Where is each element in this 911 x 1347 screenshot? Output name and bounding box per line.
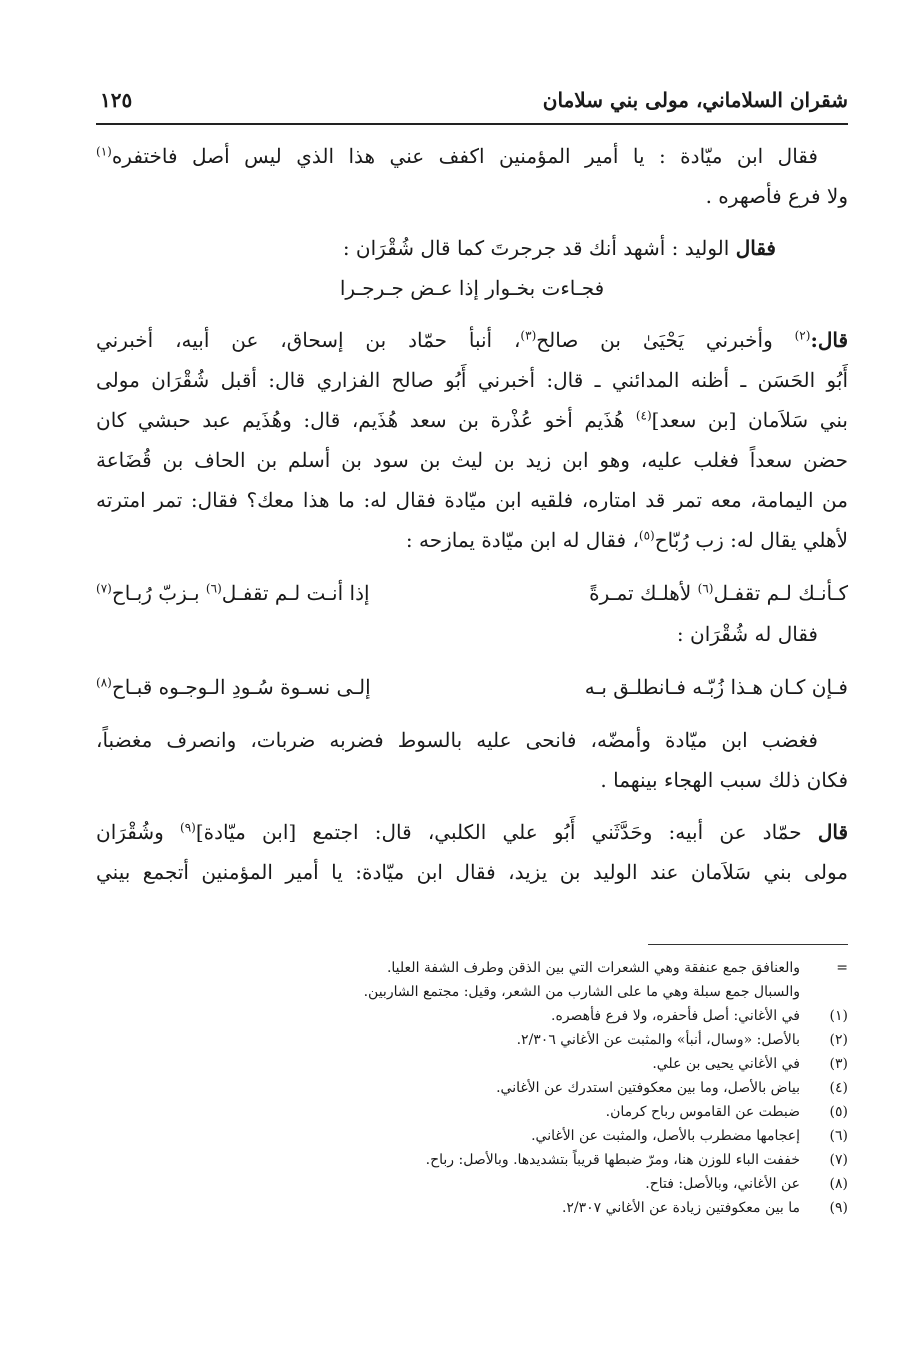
footnote-marker: (٦) bbox=[205, 581, 222, 596]
text-run: بني سَلاَمان [بن سعد] bbox=[651, 408, 848, 432]
paragraph-3-line-1 bbox=[96, 320, 848, 360]
footnote-marker: (٢) bbox=[794, 328, 811, 343]
text-run: بـزبّ رُبـاح bbox=[111, 581, 206, 605]
footnote-text: في الأغاني يحيى بن علي. bbox=[652, 1056, 800, 1072]
footnote-text: خففت الباء للوزن هنا، ومرّ ضبطها قريباً بتشديدها. وبالأصل: رباح. bbox=[425, 1152, 800, 1168]
footnote-text: والعنافق جمع عنفقة وهي الشعرات التي بين الذقن وطرف الشفة العليا. bbox=[386, 960, 800, 976]
speaker-label: قال bbox=[817, 820, 848, 844]
text-run: فقال ابن ميّادة : يا أمير المؤمنين اكفف عني هذا الذي ليس أصل فاختفره bbox=[111, 144, 818, 168]
footnote-text: والسبال جمع سبلة وهي ما على الشارب من الشعر، وقيل: مجتمع الشاربين. bbox=[363, 984, 800, 1000]
footnote-number: (١) bbox=[829, 1008, 848, 1024]
paragraph-5-line-2: فكان ذلك سبب الهجاء بينهما . bbox=[600, 768, 848, 792]
paragraph-1-line-1 bbox=[96, 136, 848, 176]
verse-1: فجـاءت بخـوار إذا عـض جـرجـرا bbox=[339, 276, 605, 300]
footnote-text: عن الأغاني، وبالأصل: فتاح. bbox=[645, 1176, 800, 1192]
text-run: إذا أنـت لـم تقفـل bbox=[221, 581, 370, 605]
footnote-number: (٦) bbox=[829, 1128, 848, 1144]
footnote bbox=[96, 1100, 848, 1124]
text-run: حمّاد عن أبيه: وحَدَّثَني أَبُو علي الكلبي، قال: اجتمع [ابن ميّادة] bbox=[195, 820, 818, 844]
footnote-marker: (٦) bbox=[697, 581, 714, 596]
footnote-number: = bbox=[836, 960, 848, 976]
text-run: إلـى نسـوة سُـودِ الـوجـوه قبـاح bbox=[111, 675, 371, 699]
footnote-number: (٧) bbox=[829, 1152, 848, 1168]
paragraph-5-line-1: فغضب ابن ميّادة وأمضّه، فانحى عليه بالسوط فضربه ضربات، وانصرف مغضباً، bbox=[96, 728, 818, 752]
text-run: الوليد : أشهد أنك قد جرجرتَ كما قال شُقْرَان : bbox=[342, 236, 736, 260]
footnote-number: (٥) bbox=[829, 1104, 848, 1120]
paragraph-4: فقال له شُقْرَان : bbox=[676, 622, 818, 646]
footnote bbox=[96, 956, 848, 980]
paragraph-1-line-2: ولا فرع فأصهره . bbox=[705, 184, 848, 208]
footnote bbox=[96, 980, 848, 1004]
footnote-number: (٩) bbox=[829, 1200, 848, 1216]
footnote bbox=[96, 1196, 848, 1220]
paragraph-3-line-4: حضن سعداً فغلب عليه، وهو ابن زيد بن ليث بن سود بن أسلم بن الحاف بن قُضَاعة bbox=[96, 448, 848, 472]
speaker-label: قال: bbox=[810, 328, 848, 352]
footnote-text: بياض بالأصل، وما بين معكوفتين استدرك عن الأغاني. bbox=[496, 1080, 800, 1096]
footnote-text: في الأغاني: أصل فأحفره، ولا فرع فأهصره. bbox=[551, 1008, 800, 1024]
verse-3-hemistich-2 bbox=[96, 666, 371, 708]
footnote-rule bbox=[648, 944, 848, 945]
verse-3 bbox=[96, 666, 848, 708]
text-run: وأخبرني يَحْيَىٰ بن صالح bbox=[536, 328, 795, 352]
footnote-number: (٢) bbox=[829, 1032, 848, 1048]
footnote bbox=[96, 1076, 848, 1100]
footnote-text: إعجامها مضطرب بالأصل، والمثبت عن الأغاني. bbox=[531, 1128, 800, 1144]
footnote-number: (٨) bbox=[829, 1176, 848, 1192]
footnote bbox=[96, 1004, 848, 1028]
footnote-text: ضبطت عن القاموس رباح كرمان. bbox=[605, 1104, 800, 1120]
paragraph-3-line-3 bbox=[96, 400, 848, 440]
footnote-marker: (١) bbox=[96, 144, 112, 159]
paragraph-3-line-6 bbox=[96, 520, 848, 560]
footnote-marker: (٨) bbox=[96, 675, 112, 690]
text-run: هُذَيم أخو عُذْرة بن سعد هُذَيم، قال: وهُذَيم عبد حبشي كان bbox=[96, 408, 636, 432]
footnote bbox=[96, 1124, 848, 1148]
verse-2-hemistich-1 bbox=[589, 572, 848, 614]
paragraph-3-line-5: من اليمامة، معه تمر قد امتاره، فلقيه ابن ميّادة فقال له: ما هذا معك؟ فقال: تمر امترته bbox=[96, 488, 848, 512]
footnote-marker: (٩) bbox=[180, 820, 196, 835]
text-run: لأهلـك تمـرةً bbox=[589, 581, 698, 605]
text-run: كـأنـك لـم تقفـل bbox=[713, 581, 848, 605]
footnote bbox=[96, 1172, 848, 1196]
footnotes bbox=[96, 956, 848, 1220]
page-number: ١٢٥ bbox=[100, 88, 133, 112]
footnote-marker: (٥) bbox=[638, 528, 655, 543]
text-run: ، فقال له ابن ميّادة يمازحه : bbox=[405, 528, 639, 552]
text-run: وشُقْرَان bbox=[96, 820, 180, 844]
footnote-text: ما بين معكوفتين زيادة عن الأغاني ٢/٣٠٧. bbox=[561, 1200, 800, 1216]
speaker-label: فقال bbox=[735, 236, 776, 260]
footnote-number: (٣) bbox=[829, 1056, 848, 1072]
verse-2 bbox=[96, 572, 848, 614]
footnote bbox=[96, 1052, 848, 1076]
header-rule bbox=[96, 123, 848, 125]
footnote-marker: (٣) bbox=[520, 328, 537, 343]
text-run: ، أنبأ حمّاد بن إسحاق، عن أبيه، أخبرني bbox=[96, 328, 521, 352]
running-header bbox=[96, 84, 848, 122]
footnote-marker: (٧) bbox=[96, 581, 112, 596]
footnote bbox=[96, 1148, 848, 1172]
verse-3-hemistich-1: فـإن كـان هـذا زُبّـه فـانطلـق بـه bbox=[584, 675, 848, 699]
verse-2-hemistich-2 bbox=[96, 572, 370, 614]
paragraph-6-line-1 bbox=[96, 812, 848, 852]
paragraph-3-line-2: أَبُو الحَسَن ـ أظنه المدائني ـ قال: أخبرني أَبُو صالح الفزاري قال: أقبل شُقْرَان مولى bbox=[96, 368, 848, 392]
text-run: لأهلي يقال له: زب رُبّاح bbox=[654, 528, 848, 552]
paragraph-6-line-2: مولى بني سَلاَمان عند الوليد بن يزيد، فقال ابن ميّادة: يا أمير المؤمنين أتجمع بيني bbox=[96, 860, 848, 884]
paragraph-2 bbox=[96, 228, 848, 268]
footnote-text: بالأصل: «وسال، أنبأ» والمثبت عن الأغاني ٢/٣٠٦. bbox=[516, 1032, 800, 1048]
main-text bbox=[96, 136, 848, 892]
running-title: شقران السلاماني، مولى بني سلامان bbox=[542, 88, 848, 112]
footnote bbox=[96, 1028, 848, 1052]
footnote-number: (٤) bbox=[829, 1080, 848, 1096]
footnote-marker: (٤) bbox=[635, 408, 652, 423]
footnote-number bbox=[808, 980, 848, 1004]
